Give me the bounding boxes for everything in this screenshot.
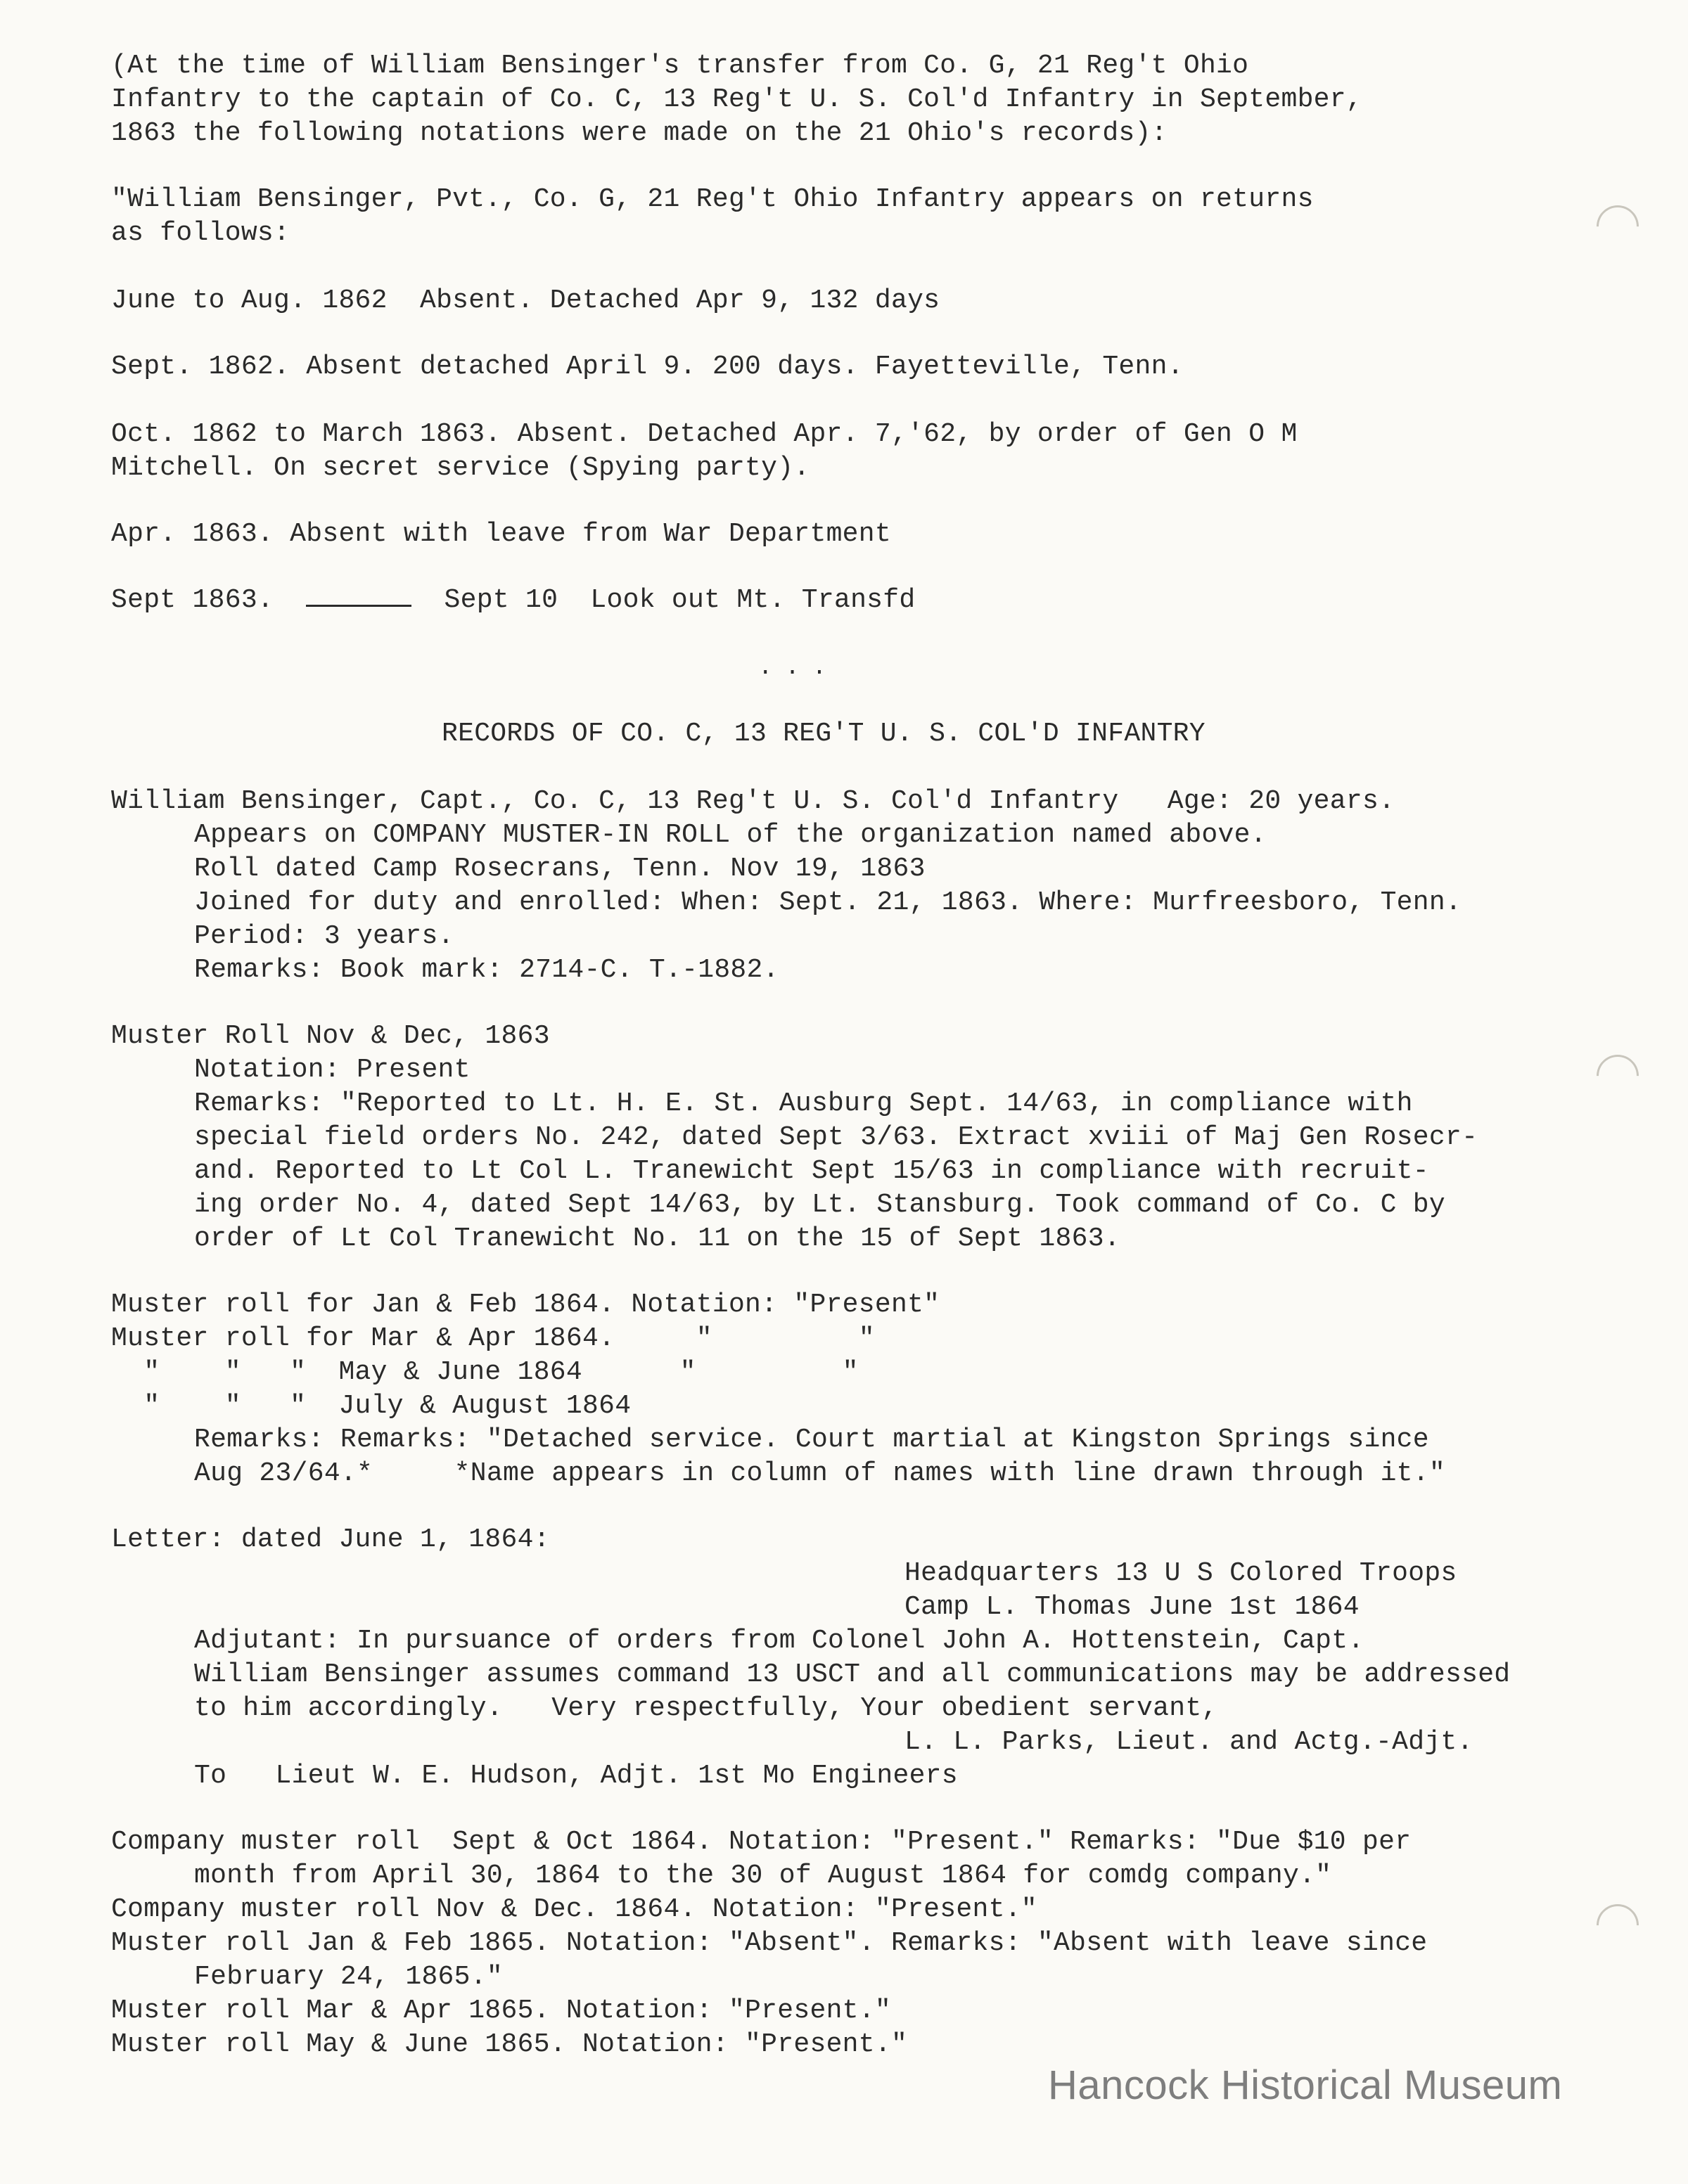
- ohio-returns-line-1: "William Bensinger, Pvt., Co. G, 21 Reg't Ohio Infantry appears on returns: [111, 184, 1314, 214]
- return-june-aug-1862: June to Aug. 1862 Absent. Detached Apr 9, 132 days: [111, 285, 940, 316]
- muster-1864-line-2: Muster roll for Mar & Apr 1864. " ": [111, 1323, 875, 1354]
- muster-in-line-3: Roll dated Camp Rosecrans, Tenn. Nov 19, 1863: [194, 854, 926, 884]
- intro-line-2: Infantry to the captain of Co. C, 13 Reg't U. S. Col'd Infantry in September,: [111, 84, 1362, 115]
- muster-in-line-1: William Bensinger, Capt., Co. C, 13 Reg't U. S. Col'd Infantry Age: 20 years.: [111, 786, 1395, 816]
- muster-1864-line-6: Aug 23/64.* *Name appears in column of names with line drawn through it.": [194, 1458, 1445, 1489]
- muster-late-line-3: Company muster roll Nov & Dec. 1864. Notation: "Present.": [111, 1894, 1037, 1925]
- muster-nov-dec-line-4: special field orders No. 242, dated Sept 3/63. Extract xviii of Maj Gen Rosecr-: [194, 1122, 1478, 1152]
- section-separator: ...: [758, 655, 840, 681]
- muster-in-line-2: Appears on COMPANY MUSTER-IN ROLL of the organization named above.: [194, 820, 1267, 850]
- letter-header-line-1: Headquarters 13 U S Colored Troops: [904, 1558, 1457, 1588]
- return-sept-1862: Sept. 1862. Absent detached April 9. 200 days. Fayetteville, Tenn.: [111, 352, 1184, 382]
- letter-intro: Letter: dated June 1, 1864:: [111, 1524, 550, 1555]
- ohio-returns-line-2: as follows:: [111, 218, 290, 248]
- muster-in-line-5: Period: 3 years.: [194, 921, 454, 951]
- muster-1864-line-3: " " " May & June 1864 " ": [111, 1357, 859, 1387]
- muster-in-line-6: Remarks: Book mark: 2714-C. T.-1882.: [194, 955, 779, 985]
- letter-body-line-1: Adjutant: In pursuance of orders from Colonel John A. Hottenstein, Capt.: [194, 1626, 1364, 1656]
- muster-in-line-4: Joined for duty and enrolled: When: Sept. 21, 1863. Where: Murfreesboro, Tenn.: [194, 887, 1462, 918]
- return-sept-1863-note: Sept 10 Look out Mt. Transfd: [444, 585, 916, 615]
- muster-1864-line-5: Remarks: Remarks: "Detached service. Court martial at Kingston Springs since: [194, 1425, 1429, 1455]
- muster-nov-dec-line-2: Notation: Present: [194, 1055, 471, 1085]
- muster-1864-line-4: " " " July & August 1864: [111, 1391, 632, 1421]
- museum-watermark: Hancock Historical Museum: [1048, 2062, 1563, 2108]
- return-sept-1863-date: Sept 1863.: [111, 585, 274, 615]
- muster-late-line-5: February 24, 1865.": [194, 1962, 503, 1992]
- muster-nov-dec-line-1: Muster Roll Nov & Dec, 1863: [111, 1021, 550, 1051]
- return-oct-1862-line-2: Mitchell. On secret service (Spying party).: [111, 453, 810, 483]
- muster-late-line-4: Muster roll Jan & Feb 1865. Notation: "Absent". Remarks: "Absent with leave since: [111, 1928, 1428, 1958]
- punch-hole-bottom: [1588, 1896, 1648, 1955]
- return-oct-1862-line-1: Oct. 1862 to March 1863. Absent. Detached Apr. 7,'62, by order of Gen O M: [111, 419, 1298, 449]
- return-apr-1863: Apr. 1863. Absent with leave from War Department: [111, 519, 891, 549]
- letter-addressee: To Lieut W. E. Hudson, Adjt. 1st Mo Engineers: [194, 1761, 958, 1791]
- letter-body-line-2: William Bensinger assumes command 13 USCT and all communications may be addressed: [194, 1659, 1511, 1690]
- letter-signature: L. L. Parks, Lieut. and Actg.-Adjt.: [904, 1727, 1473, 1757]
- letter-header-line-2: Camp L. Thomas June 1st 1864: [904, 1592, 1360, 1622]
- intro-line-3: 1863 the following notations were made on the 21 Ohio's records):: [111, 118, 1168, 148]
- return-sept-1863: [111, 584, 916, 617]
- muster-late-line-2: month from April 30, 1864 to the 30 of August 1864 for comdg company.": [194, 1861, 1332, 1891]
- muster-late-line-6: Muster roll Mar & Apr 1865. Notation: "Present.": [111, 1996, 891, 2026]
- blank-line: [306, 584, 411, 607]
- punch-hole-top: [1588, 197, 1648, 257]
- letter-body-line-3: to him accordingly. Very respectfully, Your obedient servant,: [194, 1693, 1218, 1723]
- muster-nov-dec-line-7: order of Lt Col Tranewicht No. 11 on the 15 of Sept 1863.: [194, 1223, 1120, 1254]
- section-heading: RECORDS OF CO. C, 13 REG'T U. S. COL'D INFANTRY: [442, 719, 1206, 749]
- punch-hole-middle: [1588, 1046, 1648, 1106]
- muster-nov-dec-line-3: Remarks: "Reported to Lt. H. E. St. Ausburg Sept. 14/63, in compliance with: [194, 1088, 1413, 1119]
- muster-nov-dec-line-5: and. Reported to Lt Col L. Tranewicht Sept 15/63 in compliance with recruit-: [194, 1156, 1429, 1186]
- intro-line-1: (At the time of William Bensinger's transfer from Co. G, 21 Reg't Ohio: [111, 51, 1249, 81]
- muster-1864-line-1: Muster roll for Jan & Feb 1864. Notation: "Present": [111, 1290, 940, 1320]
- muster-late-line-1: Company muster roll Sept & Oct 1864. Notation: "Present." Remarks: "Due $10 per: [111, 1827, 1412, 1857]
- muster-late-line-7: Muster roll May & June 1865. Notation: "Present.": [111, 2029, 908, 2060]
- muster-nov-dec-line-6: ing order No. 4, dated Sept 14/63, by Lt. Stansburg. Took command of Co. C by: [194, 1190, 1445, 1220]
